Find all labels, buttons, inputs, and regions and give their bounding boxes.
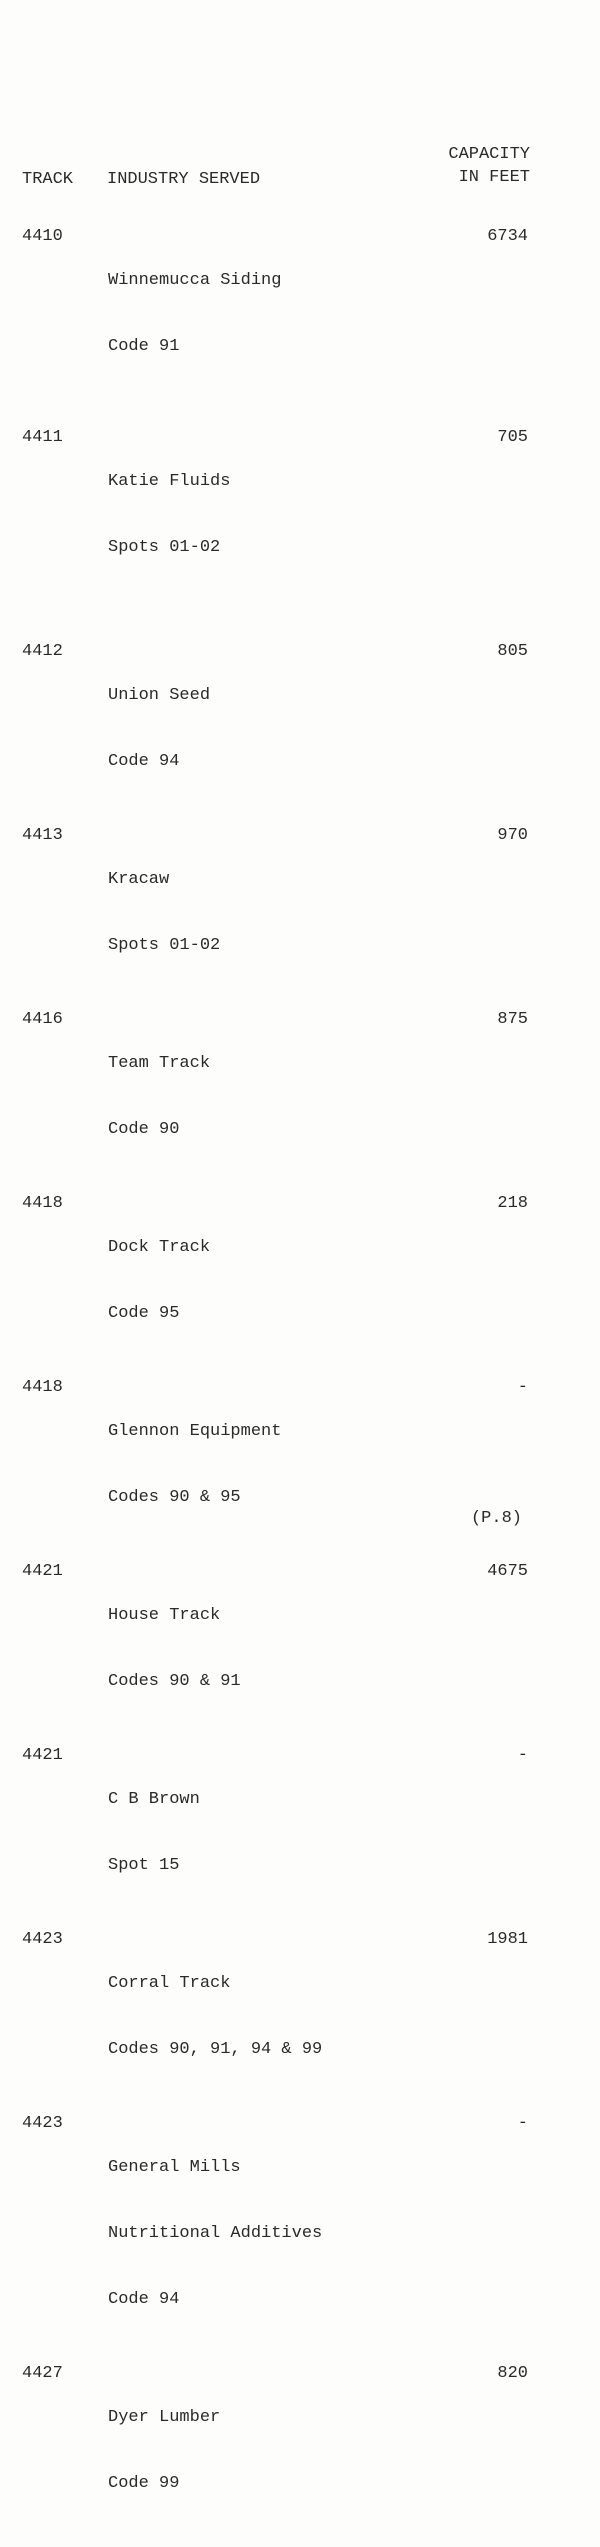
track-row xyxy=(0,1009,600,1185)
track-row xyxy=(0,1745,600,1921)
track-number: 4423 xyxy=(22,2114,63,2133)
track-number: 4418 xyxy=(22,1194,63,1213)
track-row xyxy=(0,641,600,817)
track-number: 4418 xyxy=(22,1378,63,1397)
industry-name: Winnemucca Siding xyxy=(108,271,282,290)
capacity-feet: - xyxy=(517,1378,528,1397)
industry-served xyxy=(108,1745,600,1921)
header-track: TRACK xyxy=(22,170,74,189)
industry-name: Team Track xyxy=(108,1054,211,1073)
header-industry-served: INDUSTRY SERVED xyxy=(107,170,261,189)
industry-detail: Code 94 xyxy=(108,2290,180,2309)
track-row xyxy=(0,226,600,402)
capacity-feet: 1981 xyxy=(487,1930,528,1949)
capacity-feet: 218 xyxy=(497,1194,528,1213)
industry-served xyxy=(108,1377,600,1553)
track-list xyxy=(0,226,600,2547)
track-row xyxy=(0,2113,600,2355)
header-capacity-line2: IN FEET xyxy=(458,168,530,187)
track-number: 4411 xyxy=(22,428,63,447)
industry-served xyxy=(108,1009,600,1185)
capacity-feet: 970 xyxy=(497,826,528,845)
industry-detail: Codes 90 & 91 xyxy=(108,1672,241,1691)
industry-name: Union Seed xyxy=(108,686,211,705)
track-row xyxy=(0,1561,600,1737)
industry-name: General Mills xyxy=(108,2158,241,2177)
track-row xyxy=(0,825,600,1001)
capacity-feet: 820 xyxy=(497,2364,528,2383)
industry-detail: Code 94 xyxy=(108,752,180,771)
page-number: (P.8) xyxy=(470,1509,522,1528)
industry-served xyxy=(108,2113,600,2355)
track-row xyxy=(0,1929,600,2105)
industry-served xyxy=(108,427,600,603)
industry-detail: Spot 15 xyxy=(108,1856,180,1875)
capacity-feet: 805 xyxy=(497,642,528,661)
industry-served xyxy=(108,1193,600,1369)
industry-detail: Code 90 xyxy=(108,1120,180,1139)
track-number: 4412 xyxy=(22,642,63,661)
industry-name: Corral Track xyxy=(108,1974,231,1993)
track-number: 4416 xyxy=(22,1010,63,1029)
industry-served xyxy=(108,2363,600,2539)
industry-detail: Nutritional Additives xyxy=(108,2224,323,2243)
track-number: 4421 xyxy=(22,1746,63,1765)
industry-detail: Codes 90, 91, 94 & 99 xyxy=(108,2040,323,2059)
industry-name: Dyer Lumber xyxy=(108,2408,221,2427)
capacity-feet: 6734 xyxy=(487,227,528,246)
header-capacity xyxy=(448,143,530,189)
industry-name: Kracaw xyxy=(108,870,170,889)
industry-name: Glennon Equipment xyxy=(108,1422,282,1441)
industry-detail: Spots 01-02 xyxy=(108,936,221,955)
track-number: 4427 xyxy=(22,2364,63,2383)
industry-name: Katie Fluids xyxy=(108,472,231,491)
industry-served xyxy=(108,226,600,402)
industry-detail: Codes 90 & 95 xyxy=(108,1488,241,1507)
industry-name: Dock Track xyxy=(108,1238,211,1257)
track-number: 4410 xyxy=(22,227,63,246)
industry-served xyxy=(108,1929,600,2105)
industry-detail: Spots 01-02 xyxy=(108,538,221,557)
industry-detail: Code 99 xyxy=(108,2474,180,2493)
capacity-feet: - xyxy=(517,1746,528,1765)
industry-detail: Code 95 xyxy=(108,1304,180,1323)
track-row xyxy=(0,1193,600,1369)
industry-served xyxy=(108,825,600,1001)
industry-served xyxy=(108,1561,600,1737)
track-row xyxy=(0,2363,600,2539)
track-number: 4413 xyxy=(22,826,63,845)
industry-served xyxy=(108,641,600,817)
capacity-feet: 875 xyxy=(497,1010,528,1029)
capacity-feet: 4675 xyxy=(487,1562,528,1581)
industry-name: C B Brown xyxy=(108,1790,200,1809)
track-row xyxy=(0,427,600,603)
industry-name: House Track xyxy=(108,1606,221,1625)
capacity-feet: 705 xyxy=(497,428,528,447)
header-capacity-line1: CAPACITY xyxy=(448,145,530,164)
track-number: 4423 xyxy=(22,1930,63,1949)
track-number: 4421 xyxy=(22,1562,63,1581)
industry-detail: Code 91 xyxy=(108,337,180,356)
capacity-feet: - xyxy=(517,2114,528,2133)
